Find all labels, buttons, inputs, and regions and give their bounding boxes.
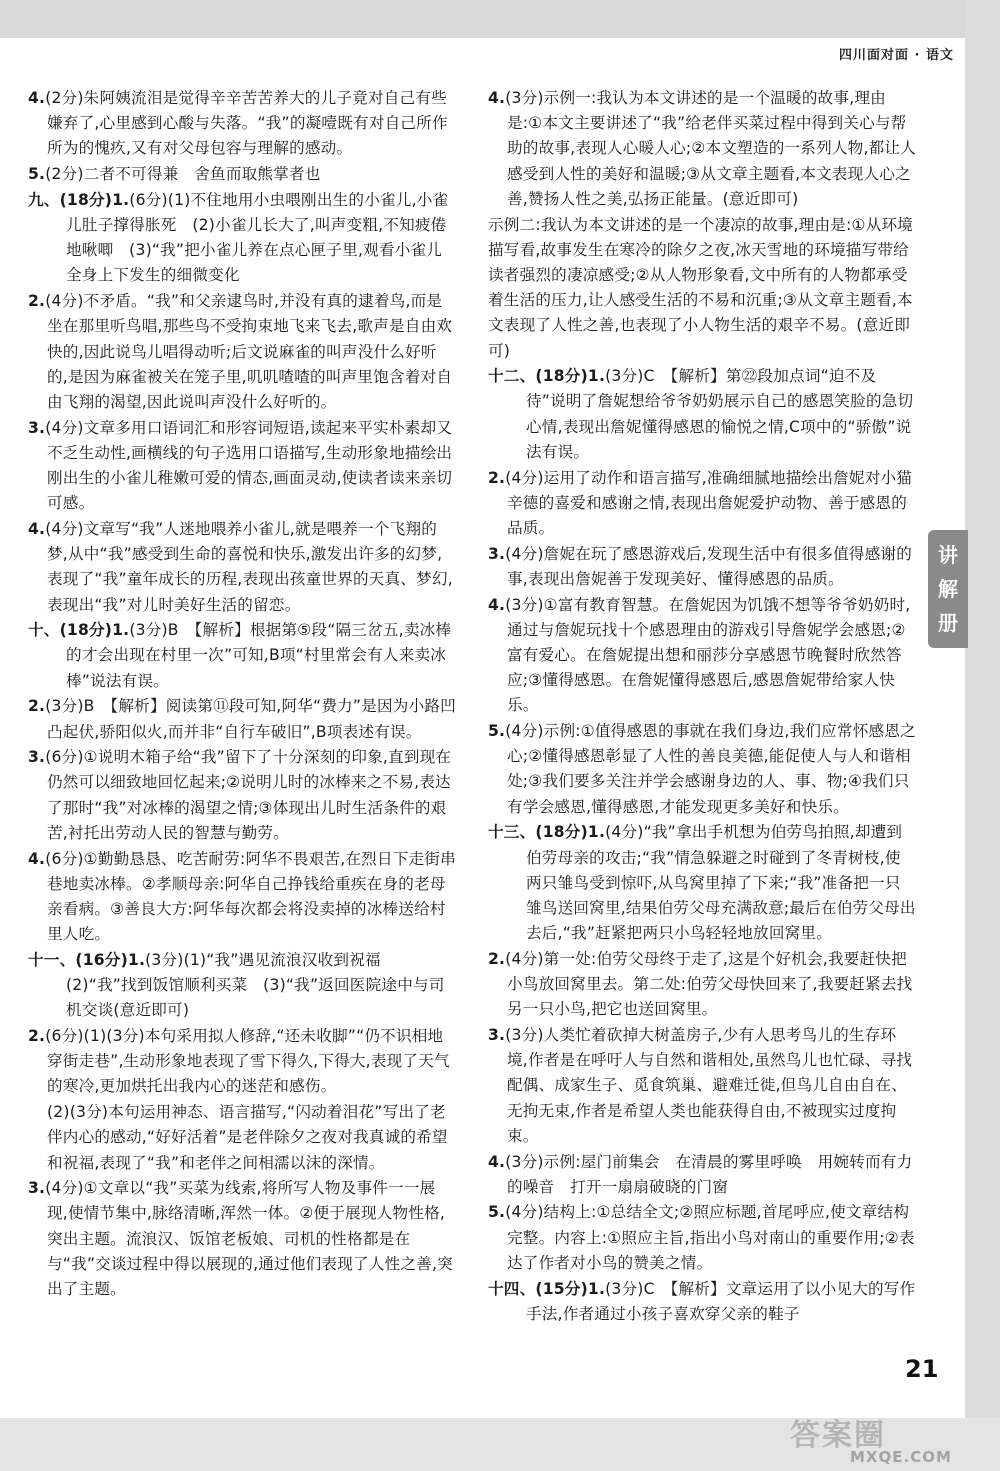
left-answer-column	[28, 86, 456, 1303]
side-tab-char: 册	[938, 611, 958, 635]
answer-item	[488, 947, 916, 1023]
page-number: 21	[905, 1355, 939, 1383]
answer-text: (4分)不矛盾。“我”和父亲逮鸟时,并没有真的逮着鸟,而是坐在那里听鸟唱,那些鸟不受拘束地飞来飞去,歌声是自由欢快的,因此说鸟儿唱得动听;后文说麻雀的叫声没什么好听的,是因为麻雀被关在笼子里,叽叽喳喳的叫声里饱含着对自由飞翔的渴望,因此说叫声没什么好听的。	[45, 292, 453, 411]
answer-text: (4分)第一处:伯劳父母终于走了,这是个好机会,我要赶快把小鸟放回窝里去。第二处:伯劳父母快回来了,我要赶紧去找另一只小鸟,把它也送回窝里。	[505, 949, 913, 1019]
answer-item	[488, 213, 916, 364]
answer-text: (4分)“我”拿出手机想为伯劳鸟拍照,却遭到伯劳母亲的攻击;“我”情急躲避之时碰到了冬青树枝,使两只雏鸟受到惊吓,从鸟窝里掉了下来;“我”准备把一只雏鸟送回窝里,结果伯劳父母充满敌意;最后在伯劳父母出去后,“我”赶紧把两只小鸟轻轻地放回窝里。	[526, 823, 916, 943]
answer-item	[28, 162, 456, 187]
page-header: 四川面对面 · 语文	[839, 48, 954, 63]
answer-item	[488, 719, 916, 820]
answer-item	[488, 1200, 916, 1276]
answer-item	[28, 948, 456, 1024]
side-tab-char: 讲	[938, 543, 958, 567]
answer-text: (3分)B 【解析】阅读第⑪段可知,阿华“费力”是因为小路凹凸起伏,骄阳似火,而并非“自行车破旧”,B项表述有误。	[45, 697, 456, 741]
answer-item	[28, 847, 456, 948]
question-number: 十一、(16分)1.	[28, 950, 146, 969]
answer-text: (2分)二者不可得兼 舍鱼而取熊掌者也	[45, 165, 321, 184]
answer-item	[488, 1150, 916, 1200]
answer-item	[28, 618, 456, 694]
question-number: 2.	[488, 949, 506, 968]
answer-text: (6分)(1)不住地用小虫喂刚出生的小雀儿,小雀儿肚子撑得胀死 (2)小雀儿长大了,叫声变粗,不知疲倦地啾唧 (3)“我”把小雀儿养在点心匣子里,观看小雀儿全身上下发生的细微变化	[66, 190, 449, 285]
answer-text: (4分)示例:①值得感恩的事就在我们身边,我们应常怀感恩之心;②懂得感恩彰显了人性的善良美德,能促使人与人和谐相处;③我们要多关注并学会感谢身边的人、事、物;④我们只有学会感恩,懂得感恩,才能发现更多美好和快乐。	[505, 722, 916, 816]
question-number: 3.	[488, 544, 506, 563]
question-number: 2.	[488, 468, 506, 487]
answer-item	[488, 466, 916, 542]
question-number: 2.	[28, 1027, 46, 1046]
answer-item	[488, 364, 916, 465]
answer-item	[28, 86, 456, 162]
answer-item	[28, 694, 456, 744]
answer-item	[488, 86, 916, 212]
question-number: 5.	[488, 1203, 506, 1222]
answer-item	[488, 820, 916, 946]
question-number: 2.	[28, 292, 46, 311]
question-number: 4.	[488, 595, 506, 614]
answer-text: (3分)示例一:我认为本文讲述的是一个温暖的故事,理由是:①本文主要讲述了“我”给老伴买菜过程中得到关心与帮助的故事,表现人心暖人心;②本文塑造的一系列人物,都让人感受到人性的美好和温暖;③从文章主题看,本文表现人心之善,赞扬人性之美,弘扬正能量。(意近即可)	[505, 89, 916, 208]
answer-text: (6分)①勤勤恳恳、吃苦耐劳:阿华不畏艰苦,在烈日下走街串巷地卖冰棒。②孝顺母亲:阿华自己挣钱给重疾在身的老母亲看病。③善良大方:阿华每次都会将没卖掉的冰棒送给村里人吃。	[45, 849, 456, 944]
question-number: 十四、(15分)1.	[488, 1279, 606, 1298]
question-number: 4.	[488, 89, 506, 107]
answer-text: (4分)运用了动作和语言描写,准确细腻地描绘出詹妮对小猫辛德的喜爱和感谢之情,表现出詹妮爱护动物、善于感恩的品质。	[505, 468, 913, 537]
question-number: 4.	[28, 89, 46, 107]
side-tab-char: 解	[938, 577, 958, 601]
answer-text: (3分)C 【解析】文章运用了以小见大的写作手法,作者通过小孩子喜欢穿父亲的鞋子	[526, 1279, 916, 1323]
question-number: 3.	[28, 1179, 46, 1198]
answer-item	[28, 416, 456, 517]
answer-text: (2)(3分)本句运用神态、语言描写,“闪动着泪花”写出了老伴内心的感动,“好好活着”是老伴除夕之夜对我真诚的希望和祝福,表现了“我”和老伴之间相濡以沫的深情。	[47, 1103, 448, 1172]
answer-text: (2分)朱阿姨流泪是觉得辛辛苦苦养大的儿子竟对自己有些嫌弃了,心里感到心酸与失落。“我”的凝噎既有对自己所作所为的愧疚,又有对父母包容与理解的感动。	[45, 89, 448, 158]
answer-text: (3分)B 【解析】根据第⑤段“隔三岔五,卖冰棒的才会出现在村里一次”可知,B项“村里常会有人来卖冰棒”说法有误。	[66, 621, 452, 690]
question-number: 2.	[28, 697, 46, 716]
question-number: 3.	[488, 1026, 506, 1045]
question-number: 4.	[28, 519, 46, 538]
answer-item	[488, 593, 916, 719]
right-scan-border	[965, 0, 1000, 1471]
watermark-logo	[790, 1410, 952, 1466]
answer-item	[28, 289, 456, 415]
question-number: 3.	[28, 418, 46, 437]
answer-text: (3分)(1)“我”遇见流浪汉收到祝福 (2)“我”找到饭馆顺利买菜 (3)“我”返回医院途中与司机交谈(意近即可)	[66, 950, 445, 1020]
answer-text: (4分)①文章以“我”买菜为线索,将所写人物及事件一一展现,使情节集中,脉络清晰,浑然一体。②便于展现人物性格,突出主题。流浪汉、饭馆老板娘、司机的性格都是在与“我”交谈过程中得以展现的,通过他们表现了人性之善,突出了主题。	[45, 1179, 453, 1299]
answer-text: (3分)示例:屋门前集会 在清晨的雾里呼唤 用婉转而有力的噪音 打开一扇扇破晓的门窗	[505, 1152, 913, 1196]
right-answer-column	[488, 86, 916, 1327]
answer-text: 示例二:我认为本文讲述的是一个凄凉的故事,理由是:①从环境描写看,故事发生在寒冷的除夕之夜,冰天雪地的环境描写带给读者强烈的凄凉感受;②从人物形象看,文中所有的人物都承受着生活的压力,让人感受生活的不易和沉重;③从文章主题看,本文表现了人性之善,也表现了小人物生活的艰辛不易。(意近即可)	[488, 215, 914, 360]
answer-text: (3分)C 【解析】第㉒段加点词“迫不及待”说明了詹妮想给爷爷奶奶展示自己的感恩笑脸的急切心情,表现出詹妮懂得感恩的愉悦之情,C项中的“骄傲”说法有误。	[526, 367, 914, 461]
answer-item	[488, 542, 916, 592]
question-number: 十二、(18分)1.	[488, 367, 606, 386]
question-number: 3.	[28, 748, 46, 767]
question-number: 5.	[28, 165, 46, 184]
answer-text: (4分)文章写“我”人迷地喂养小雀儿,就是喂养一个飞翔的梦,从中“我”感受到生命的喜悦和快乐,激发出许多的幻梦,表现了“我”童年成长的历程,表现出孩童世界的天真、梦幻,表现出“我”对儿时美好生活的留恋。	[45, 519, 453, 614]
watermark-sub: MXQE.COM	[850, 1448, 952, 1466]
answer-text: (6分)(1)(3分)本句采用拟人修辞,“还未收脚”“仍不识相地穿街走巷”,生动形象地表现了雪下得久,下得大,表现了天气的寒冷,更加烘托出我内心的迷茫和感伤。	[45, 1027, 450, 1096]
question-number: 十三、(18分)1.	[488, 823, 606, 842]
answer-text: (4分)文章多用口语词汇和形容词短语,读起来平实朴素却又不乏生动性,画横线的句子选用口语描写,生动形象地描绘出刚出生的小雀儿稚嫩可爱的情态,画面灵动,使读者读来亲切可感。	[45, 418, 453, 513]
question-number: 5.	[488, 722, 506, 741]
answer-text: (4分)詹妮在玩了感恩游戏后,发现生活中有很多值得感谢的事,表现出詹妮善于发现美好、懂得感恩的品质。	[505, 544, 913, 588]
question-number: 十、(18分)1.	[28, 621, 130, 640]
answer-item	[28, 745, 456, 846]
side-section-tab	[928, 530, 968, 648]
question-number: 4.	[28, 849, 46, 868]
answer-item	[28, 1024, 456, 1100]
watermark-main: 答案圈	[790, 1418, 886, 1453]
answer-text: (3分)①富有教育智慧。在詹妮因为饥饿不想等爷爷奶奶时,通过与詹妮玩找十个感恩理由的游戏引导詹妮学会感恩;②富有爱心。在詹妮提出想和丽莎分享感恩节晚餐时欣然答应;③懂得感恩。在詹妮懂得感恩后,感恩詹妮带给家人快乐。	[505, 595, 911, 715]
answer-item	[28, 1176, 456, 1302]
answer-text: (6分)①说明木箱子给“我”留下了十分深刻的印象,直到现在仍然可以细致地回忆起来;②说明儿时的冰棒来之不易,表达了那时“我”对冰棒的渴望之情;③体现出儿时生活条件的艰苦,衬托出劳动人民的智慧与勤劳。	[45, 748, 452, 842]
question-number: 4.	[488, 1152, 506, 1171]
answer-text: (3分)人类忙着砍掉大树盖房子,少有人思考鸟儿的生存环境,作者是在呼吁人与自然和谐相处,虽然鸟儿也忙碌、寻找配偶、成家生子、觅食筑巢、避难迁徙,但鸟儿自由自在、无拘无束,作者是希望人类也能获得自由,不被现实过度拘束。	[505, 1026, 913, 1145]
top-scan-border	[0, 0, 1000, 38]
answer-text: (4分)结构上:①总结全文;②照应标题,首尾呼应,使文章结构完整。内容上:①照应主旨,指出小鸟对南山的重要作用;②表达了作者对小鸟的赞美之情。	[505, 1203, 915, 1272]
answer-item	[28, 1100, 456, 1176]
answer-item	[28, 517, 456, 618]
answer-item	[28, 188, 456, 289]
question-number: 九、(18分)1.	[28, 190, 130, 209]
answer-item	[488, 1023, 916, 1149]
answer-item	[488, 1277, 916, 1327]
